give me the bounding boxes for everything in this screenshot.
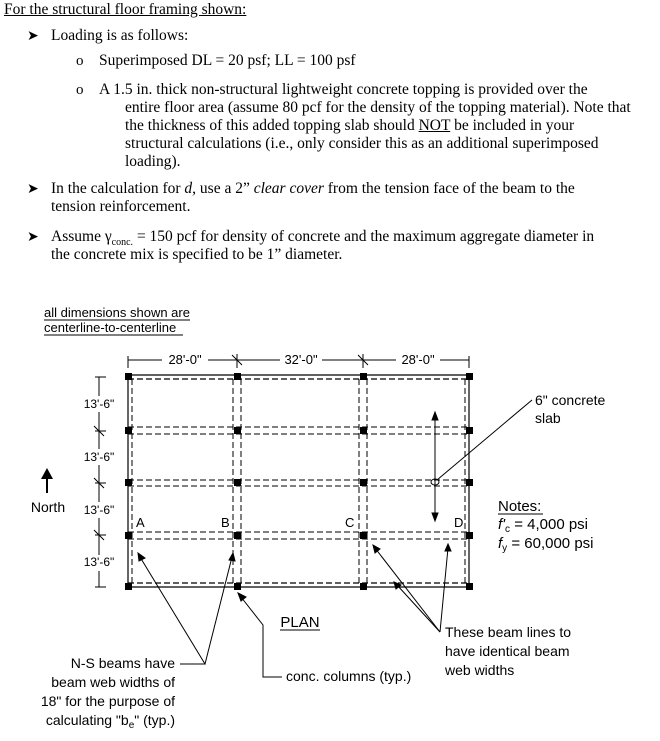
beam-lines-note-1: These beam lines to (445, 624, 572, 640)
north-arrow-icon (41, 468, 53, 493)
circle-bullet-icon: o (76, 53, 84, 69)
span-1-dim: 28'-0" (168, 352, 202, 367)
gamma-line-2: the concrete mix is specified to be 1” diameter. (51, 246, 343, 263)
span-2-dim: 32'-0" (284, 352, 318, 367)
bay-4-dim: 13'-6" (83, 555, 115, 569)
notes-title: Notes: (498, 498, 542, 515)
arrow-bullet-icon: ➤ (27, 29, 39, 44)
ns-beams-note-4: calculating "$b_e$" (typ.) (45, 712, 175, 731)
d-line-1: In the calculation for d, use a 2” clear cover from the tension face of the beam to the (51, 180, 575, 197)
arrow-bullet-icon: ➤ (27, 230, 39, 245)
slab-label-line1: 6" concrete (535, 392, 606, 408)
ns-beams (128, 375, 469, 587)
topping-line-5: loading). (125, 153, 181, 170)
dims-note-line2: centerline-to-centerline (44, 320, 177, 335)
beam-label-b: B (221, 515, 230, 530)
beam-label-c: C (345, 515, 355, 530)
ns-beams-leaders (138, 553, 235, 664)
dims-note-line1: all dimensions shown are (44, 305, 190, 320)
span-3-dim: 28'-0" (401, 352, 435, 367)
plan-label: PLAN (280, 614, 320, 631)
beam-lines-note-2: have identical beam (445, 643, 570, 659)
fy-note: $f_y = 60,000$ psi (498, 535, 594, 554)
beam-lines-note-3: web widths (445, 662, 515, 678)
heading: For the structural floor framing shown: (4, 1, 247, 18)
topping-line-2: entire floor area (assume 80 pcf for the density of the topping material). Note that (125, 99, 631, 116)
ns-beams-note-3: 18" for the purpose of (40, 693, 175, 709)
arrow-bullet-icon: ➤ (27, 182, 39, 197)
circle-bullet-icon: o (76, 82, 84, 98)
beam-label-a: A (136, 515, 145, 530)
gamma-line-1: Assume $\gamma_{conc.} = 150$ pcf for density of concrete and the maximum aggregate diameter in (51, 228, 595, 249)
loading-title: Loading is as follows: (51, 27, 189, 44)
topping-line-1: A 1.5 in. thick non-structural lightweight concrete topping is provided over the (99, 81, 588, 98)
beam-lines-leaders (373, 544, 451, 632)
north-label: North (30, 499, 66, 515)
bay-2-dim: 13'-6" (83, 450, 115, 464)
ew-beams (128, 375, 469, 587)
bay-1-dim: 13'-6" (83, 397, 115, 411)
clear-cover-term: clear cover (253, 180, 324, 197)
topping-line-3: the thickness of this added topping slab should NOT be included in your (125, 117, 575, 134)
not-emphasis: NOT (418, 117, 451, 134)
d-line-2: tension reinforcement. (51, 198, 191, 215)
beam-label-d: D (454, 515, 464, 530)
columns-note: conc. columns (typ.) (286, 668, 412, 684)
loads-line: Superimposed DL = 20 psf; LL = 100 psf (99, 52, 356, 69)
slab-leader (437, 400, 532, 480)
concrete-columns (125, 373, 473, 590)
slab-label-line2: slab (535, 410, 561, 426)
ns-beams-note-2: beam web widths of (51, 674, 175, 690)
topping-line-4: structural calculations (i.e., only consider this as an additional superimposed (125, 135, 599, 152)
ns-beams-note-1: N-S beams have (70, 655, 175, 671)
columns-leaders (238, 593, 282, 677)
bay-3-dim: 13'-6" (83, 503, 115, 517)
slab-span-arrow (432, 412, 438, 521)
fc-note: $f'_c = 4,000$ psi (498, 516, 589, 535)
